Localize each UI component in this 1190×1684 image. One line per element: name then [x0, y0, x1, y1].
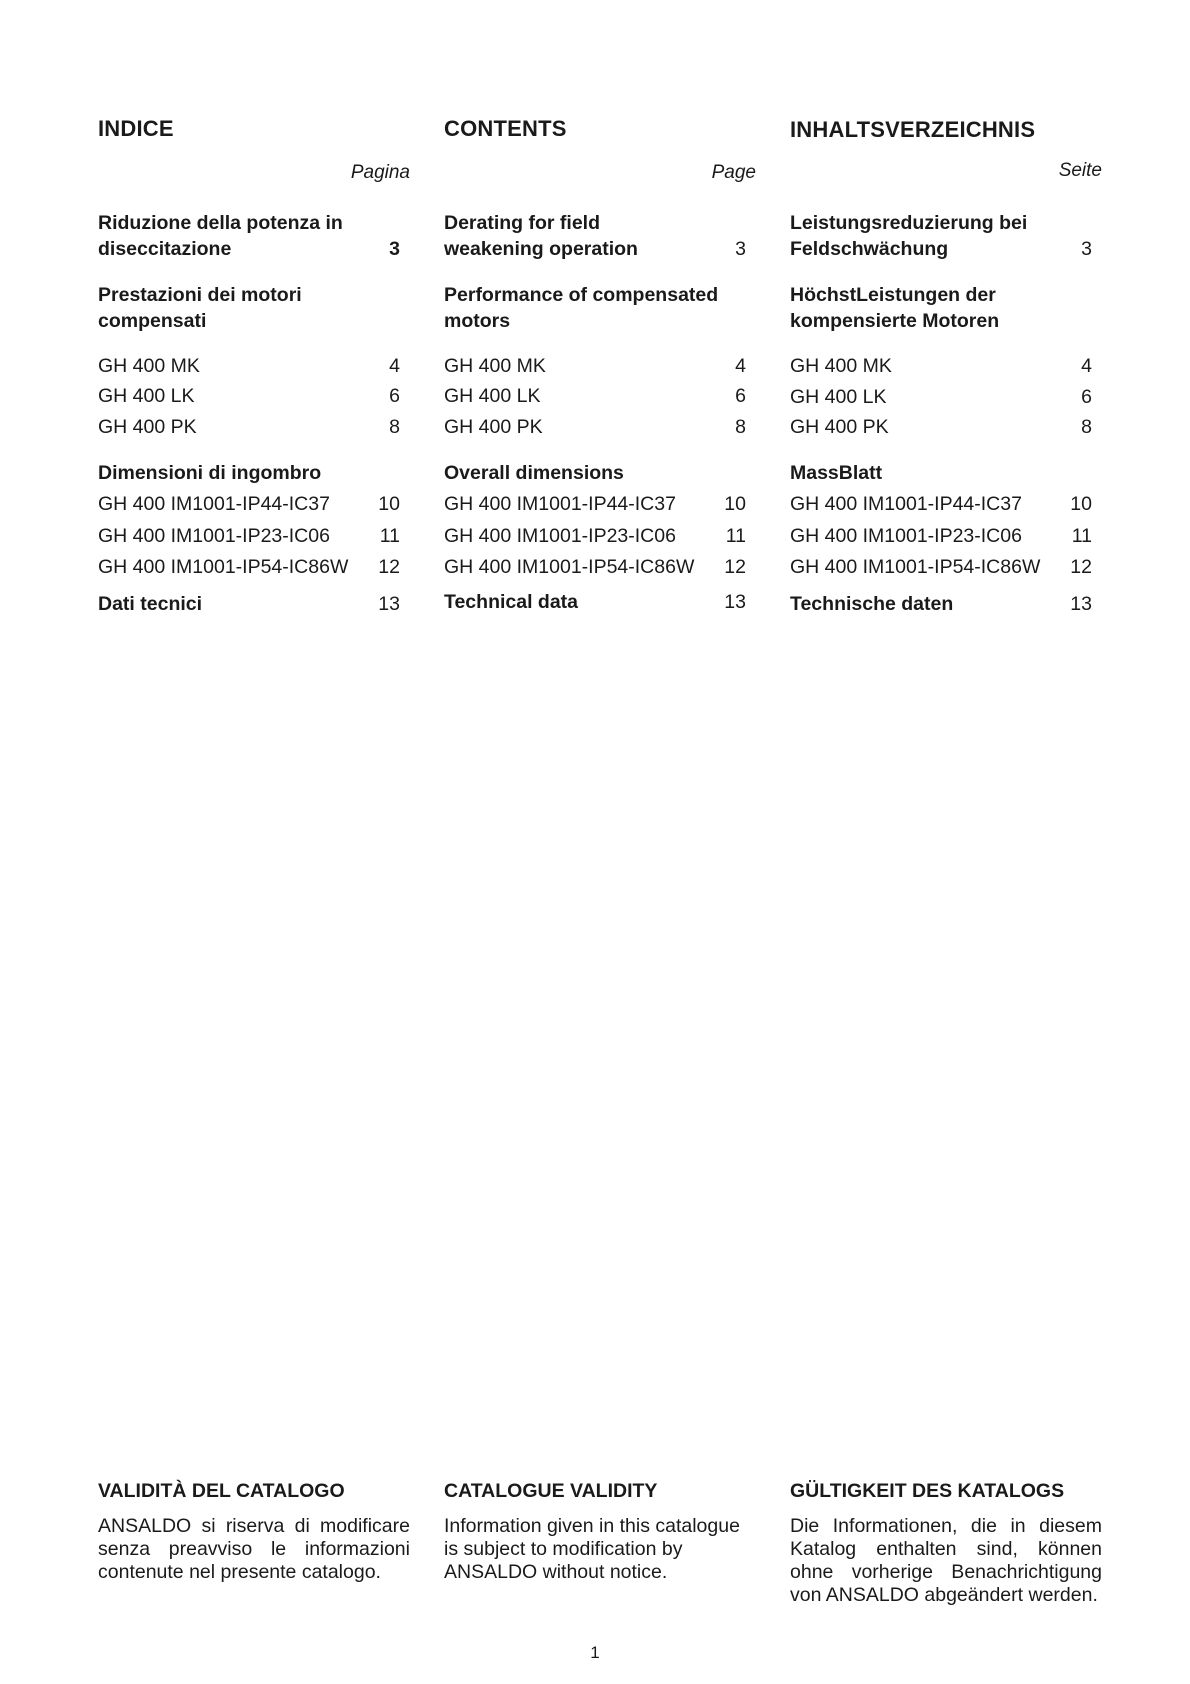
toc-entry-ip54[interactable] — [444, 554, 746, 580]
toc-entry-page: 13 — [1070, 593, 1092, 615]
validity-title: CATALOGUE VALIDITY — [444, 1480, 658, 1502]
toc-entry-text: GH 400 IM1001-IP23-IC06 — [98, 525, 330, 547]
toc-entry-ip23[interactable] — [98, 523, 400, 549]
toc-entry-derating[interactable] — [98, 210, 400, 262]
toc-entry-text: Overall dimensions — [444, 462, 624, 484]
toc-entry-page: 3 — [735, 238, 746, 260]
toc-section-performance — [790, 282, 1092, 334]
toc-entry-technical-data[interactable] — [444, 589, 746, 615]
toc-entry-mk[interactable] — [790, 353, 1092, 379]
toc-entry-page: 11 — [725, 525, 746, 547]
toc-entry-text: GH 400 IM1001-IP44-IC37 — [98, 493, 330, 515]
toc-entry-text: GH 400 IM1001-IP44-IC37 — [790, 493, 1022, 515]
toc-entry-page: 3 — [1081, 238, 1092, 260]
toc-entry-text: Riduzione della potenza in diseccitazione — [98, 212, 343, 260]
page-column-label: Seite — [1058, 160, 1102, 181]
validity-title: VALIDITÀ DEL CATALOGO — [98, 1480, 345, 1502]
toc-entry-derating[interactable] — [444, 210, 746, 262]
toc-entry-text: GH 400 PK — [790, 416, 889, 438]
toc-entry-text: GH 400 IM1001-IP54-IC86W — [444, 556, 695, 578]
toc-entry-page: 4 — [1081, 355, 1092, 377]
toc-entry-text: GH 400 LK — [790, 386, 887, 408]
toc-entry-text: Dati tecnici — [98, 593, 203, 615]
toc-entry-ip23[interactable] — [790, 523, 1092, 549]
page-column-label: Pagina — [350, 162, 410, 183]
toc-entry-page: 8 — [389, 416, 400, 438]
toc-entry-pk[interactable] — [444, 414, 746, 440]
toc-heading: INHALTSVERZEICHNIS — [790, 117, 1036, 142]
toc-entry-page: 10 — [378, 493, 400, 515]
toc-entry-page: 13 — [378, 593, 400, 615]
toc-entry-text: Derating for field weakening operation — [444, 212, 638, 260]
validity-text: ANSALDO si riserva di modificare senza preavviso le informazioni contenute nel presente catalogo. — [98, 1515, 410, 1583]
toc-entry-text: GH 400 IM1001-IP54-IC86W — [98, 556, 349, 578]
toc-entry-page: 4 — [389, 355, 400, 377]
toc-entry-ip44[interactable] — [790, 491, 1092, 517]
toc-entry-page: 4 — [735, 355, 746, 377]
toc-entry-text: GH 400 MK — [98, 355, 200, 377]
toc-entry-text: Dimensioni di ingombro — [98, 462, 322, 484]
toc-entry-ip44[interactable] — [444, 491, 746, 517]
toc-entry-text: Technical data — [444, 591, 579, 613]
toc-entry-text: GH 400 LK — [98, 385, 195, 407]
toc-entry-page: 11 — [379, 525, 400, 547]
toc-entry-lk[interactable] — [444, 383, 746, 409]
toc-entry-text: Performance of compensated motors — [444, 284, 719, 332]
toc-entry-text: GH 400 IM1001-IP54-IC86W — [790, 556, 1041, 578]
toc-entry-page: 8 — [735, 416, 746, 438]
toc-entry-ip44[interactable] — [98, 491, 400, 517]
toc-section-dimensions — [790, 460, 1092, 486]
toc-entry-pk[interactable] — [790, 414, 1092, 440]
page-number: 1 — [590, 1643, 600, 1662]
toc-entry-text: GH 400 IM1001-IP44-IC37 — [444, 493, 676, 515]
toc-entry-lk[interactable] — [790, 384, 1092, 410]
toc-entry-text: GH 400 PK — [444, 416, 543, 438]
toc-entry-text: GH 400 IM1001-IP23-IC06 — [790, 525, 1022, 547]
toc-entry-page: 6 — [1081, 386, 1092, 408]
toc-entry-page: 12 — [1070, 556, 1092, 578]
toc-entry-derating[interactable] — [790, 210, 1092, 262]
validity-text: Die Informationen, die in diesem Katalog enthalten sind, können ohne vorherige Benachrichtigung von ANSALDO abgeändert werden. — [790, 1515, 1102, 1606]
toc-entry-text: GH 400 MK — [444, 355, 546, 377]
toc-entry-page: 13 — [724, 591, 746, 613]
toc-entry-text: GH 400 MK — [790, 355, 892, 377]
toc-entry-ip23[interactable] — [444, 523, 746, 549]
toc-entry-page: 8 — [1081, 416, 1092, 438]
toc-entry-mk[interactable] — [444, 353, 746, 379]
toc-entry-page: 6 — [735, 385, 746, 407]
toc-heading: INDICE — [98, 116, 174, 141]
toc-entry-ip54[interactable] — [790, 554, 1092, 580]
toc-entry-ip54[interactable] — [98, 554, 400, 580]
toc-column-italian — [98, 0, 410, 1684]
toc-entry-technical-data[interactable] — [790, 591, 1092, 617]
toc-entry-text: MassBlatt — [790, 462, 883, 484]
toc-entry-text: GH 400 LK — [444, 385, 541, 407]
toc-column-english — [444, 0, 756, 1684]
toc-entry-page: 10 — [1070, 493, 1092, 515]
toc-entry-page: 3 — [389, 238, 400, 260]
toc-entry-page: 10 — [724, 493, 746, 515]
toc-section-performance — [98, 282, 400, 334]
validity-text: Information given in this catalogue is subject to modification by ANSALDO without notice. — [444, 1515, 740, 1583]
toc-entry-mk[interactable] — [98, 353, 400, 379]
toc-entry-text: HöchstLeistungen der kompensierte Motoren — [790, 284, 1000, 332]
toc-entry-text: GH 400 IM1001-IP23-IC06 — [444, 525, 676, 547]
toc-entry-technical-data[interactable] — [98, 591, 400, 617]
toc-column-german — [790, 0, 1102, 1684]
toc-entry-pk[interactable] — [98, 414, 400, 440]
toc-section-performance — [444, 282, 746, 334]
toc-entry-page: 6 — [389, 385, 400, 407]
toc-heading: CONTENTS — [444, 116, 567, 141]
toc-entry-text: Technische daten — [790, 593, 954, 615]
validity-title: GÜLTIGKEIT DES KATALOGS — [790, 1480, 1065, 1502]
toc-entry-text: Leistungsreduzierung bei Feldschwächung — [790, 212, 1028, 260]
page-column-label: Page — [711, 162, 756, 183]
toc-entry-lk[interactable] — [98, 383, 400, 409]
toc-section-dimensions — [444, 460, 746, 486]
toc-section-dimensions — [98, 460, 400, 486]
toc-entry-page: 12 — [378, 556, 400, 578]
toc-entry-text: GH 400 PK — [98, 416, 197, 438]
toc-entry-text: Prestazioni dei motori compensati — [98, 284, 302, 332]
toc-entry-page: 12 — [724, 556, 746, 578]
toc-entry-page: 11 — [1071, 525, 1092, 547]
